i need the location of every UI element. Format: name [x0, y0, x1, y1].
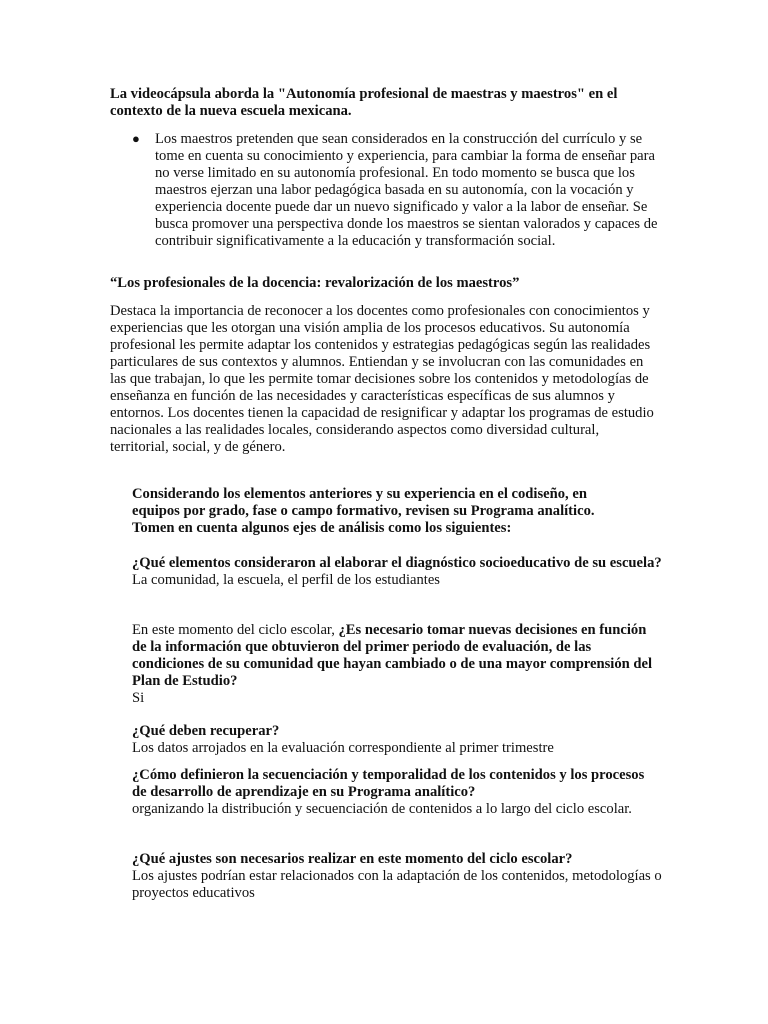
- answer-text: La comunidad, la escuela, el perfil de los estudiantes: [132, 572, 440, 588]
- question-text: ¿Cómo definieron la secuenciación y temporalidad de los contenidos y los procesos de desarrollo de aprendizaje en su Programa analítico?: [132, 767, 645, 800]
- bullet-list: [110, 131, 670, 250]
- qa-item-decisiones: [132, 622, 662, 707]
- answer-text: organizando la distribución y secuenciación de contenidos a lo largo del ciclo escolar.: [132, 801, 632, 817]
- answer-text: Los ajustes podrían estar relacionados con la adaptación de los contenidos, metodologías o proyectos educativos: [132, 868, 662, 901]
- qa-item-recuperar: [132, 723, 662, 757]
- body-paragraph: Destaca la importancia de reconocer a los docentes como profesionales con conocimientos y experiencias que les otorgan una visión amplia de los procesos educativos. Su autonomía profesional les permite adaptar los contenidos y estrategias pedagógicas según las realidades particulares de sus contextos y alumnos. Entiendan y se involucran con las comunidades en las que trabajan, lo que les permite tomar decisiones sobre los contenidos y metodologías de enseñanza en función de las necesidades y características específicas de sus alumnos y entornos. Los docentes tienen la capacidad de resignificar y adaptar los programas de estudio nacionales a las realidades locales, considerando aspectos como diversidad cultural, territorial, social, y de género.: [110, 303, 654, 455]
- qa-item-ajustes: [132, 851, 662, 902]
- question-lead: En este momento del ciclo escolar,: [132, 622, 339, 638]
- qa-item-diagnostico: [132, 555, 662, 589]
- question-text: ¿Es necesario tomar nuevas decisiones en función de la información que obtuvieron del primer periodo de evaluación, de las condiciones de su comunidad que hayan cambiado o de una mayor comprensión del Plan de Estudio?: [132, 622, 653, 689]
- bullet-icon: ●: [132, 131, 140, 146]
- section-title: “Los profesionales de la docencia: revalorización de los maestros”: [110, 275, 520, 291]
- question-text: ¿Qué ajustes son necesarios realizar en este momento del ciclo escolar?: [132, 851, 573, 867]
- activity-prompt: Considerando los elementos anteriores y su experiencia en el codiseño, en equipos por grado, fase o campo formativo, revisen su Programa analítico. Tomen en cuenta algunos ejes de análisis como los siguientes:: [132, 486, 595, 536]
- question-text: ¿Qué deben recuperar?: [132, 723, 280, 739]
- bullet-text: Los maestros pretenden que sean considerados en la construcción del currículo y se tome en cuenta su conocimiento y experiencia, para cambiar la forma de enseñar para no verse limitado en su autonomía profesional. En todo momento se busca que los maestros ejerzan una labor pedagógica basada en su autonomía, con la vocación y experiencia docente puede dar un nuevo significado y valor a la labor de enseñar. Se busca promover una perspectiva donde los maestros se sientan valorados y capaces de contribuir significativamente a la educación y transformación social.: [155, 131, 658, 249]
- answer-text: Los datos arrojados en la evaluación correspondiente al primer trimestre: [132, 740, 554, 756]
- question-text: ¿Qué elementos consideraron al elaborar el diagnóstico socioeducativo de su escuela?: [132, 555, 662, 571]
- list-item: [110, 131, 670, 250]
- qa-item-secuenciacion: [132, 767, 662, 818]
- answer-text: Si: [132, 690, 145, 706]
- intro-heading: La videocápsula aborda la "Autonomía profesional de maestras y maestros" en el contexto de la nueva escuela mexicana.: [110, 86, 618, 119]
